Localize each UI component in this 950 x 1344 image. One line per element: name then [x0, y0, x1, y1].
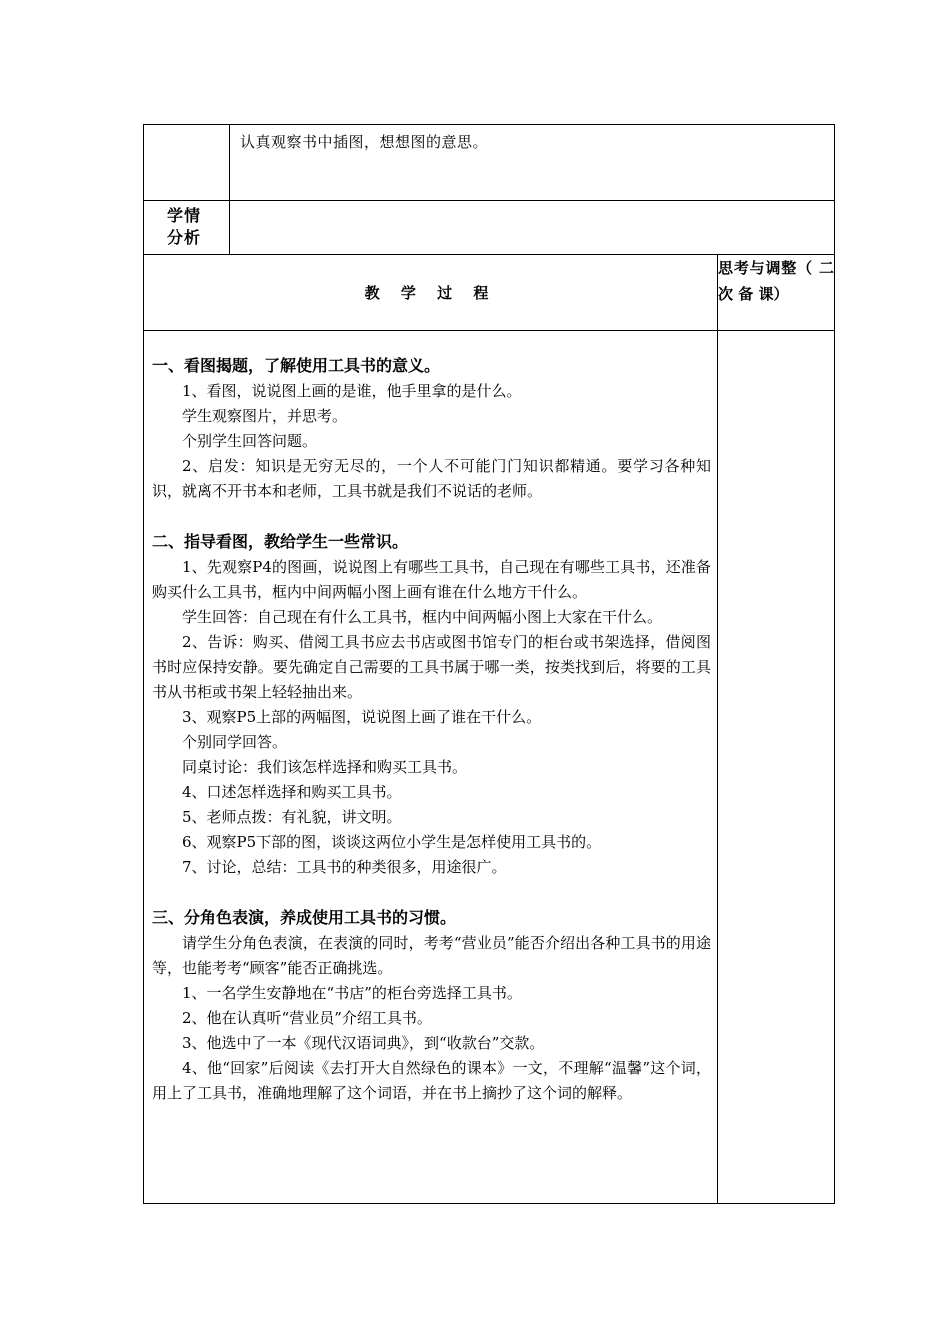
paragraph: 3、观察P5上部的两幅图，说说图上画了谁在干什么。	[182, 708, 542, 726]
section-heading: 三、分角色表演，养成使用工具书的习惯。	[152, 908, 457, 927]
objectives-row	[144, 125, 835, 201]
paragraph: 学生观察图片，并思考。	[182, 407, 348, 425]
section-heading: 一、看图揭题，了解使用工具书的意义。	[152, 356, 441, 375]
paragraph: 3、他选中了一本《现代汉语词典》，到“收款台”交款。	[182, 1034, 545, 1052]
learning-analysis-label-line2: 分析	[167, 228, 202, 247]
paragraph: 6、观察P5下部的图，谈谈这两位小学生是怎样使用工具书的。	[182, 833, 602, 851]
learning-analysis-label-line1: 学情	[167, 206, 202, 225]
process-header-row	[144, 255, 835, 331]
paragraph: 1、一名学生安静地在“书店”的柜台旁选择工具书。	[182, 984, 522, 1002]
process-text	[144, 331, 717, 1106]
paragraph: 5、老师点拨：有礼貌，讲文明。	[182, 808, 402, 826]
learning-analysis-label	[144, 201, 229, 249]
learning-analysis-content-cell	[230, 201, 835, 255]
spacer	[152, 504, 711, 529]
spacer	[152, 880, 711, 905]
paragraph: 请学生分角色表演，在表演的同时，考考“营业员”能否介绍出各种工具书的用途等，也能考考“顾客”能否正确挑选。	[152, 934, 711, 977]
paragraph: 7、讨论，总结：工具书的种类很多，用途很广。	[182, 858, 507, 876]
section-heading: 二、指导看图，教给学生一些常识。	[152, 532, 409, 551]
paragraph: 1、先观察P4的图画，说说图上有哪些工具书，自己现在有哪些工具书，还准备购买什么工具书，框内中间两幅小图上画有谁在什么地方干什么。	[152, 558, 711, 601]
process-title: 教 学 过 程	[144, 255, 718, 331]
paragraph: 个别学生回答问题。	[182, 432, 318, 450]
paragraph: 4、他“回家”后阅读《去打开大自然绿色的课本》一文，不理解“温馨”这个词，用上了工具书，准确地理解了这个词语，并在书上摘抄了这个词的解释。	[152, 1059, 711, 1102]
paragraph: 2、启发：知识是无穷无尽的，一个人不可能门门知识都精通。要学习各种知识，就离不开书本和老师，工具书就是我们不说话的老师。	[152, 457, 711, 500]
reflection-content-cell	[718, 331, 835, 1204]
paragraph: 个别同学回答。	[182, 733, 288, 751]
process-body-row	[144, 331, 835, 1204]
paragraph: 同桌讨论：我们该怎样选择和购买工具书。	[182, 758, 468, 776]
paragraph: 2、告诉：购买、借阅工具书应去书店或图书馆专门的柜台或书架选择，借阅图书时应保持安静。要先确定自己需要的工具书属于哪一类，按类找到后，将要的工具书从书柜或书架上轻轻抽出来。	[152, 633, 711, 701]
lesson-plan-table	[143, 124, 835, 1204]
learning-analysis-label-cell	[144, 201, 230, 255]
paragraph: 学生回答：自己现在有什么工具书，框内中间两幅小图上大家在干什么。	[182, 608, 663, 626]
paragraph: 4、口述怎样选择和购买工具书。	[182, 783, 402, 801]
process-content-cell	[144, 331, 718, 1204]
reflection-title: 思考与调整（ 二 次 备 课）	[718, 255, 835, 331]
objectives-label-cell	[144, 125, 230, 201]
learning-analysis-row	[144, 201, 835, 255]
paragraph: 2、他在认真听“营业员”介绍工具书。	[182, 1009, 432, 1027]
paragraph: 1、看图，说说图上画的是谁，他手里拿的是什么。	[182, 382, 522, 400]
objectives-text: 认真观察书中插图，想想图的意思。	[240, 133, 489, 151]
objectives-content-cell	[230, 125, 835, 201]
